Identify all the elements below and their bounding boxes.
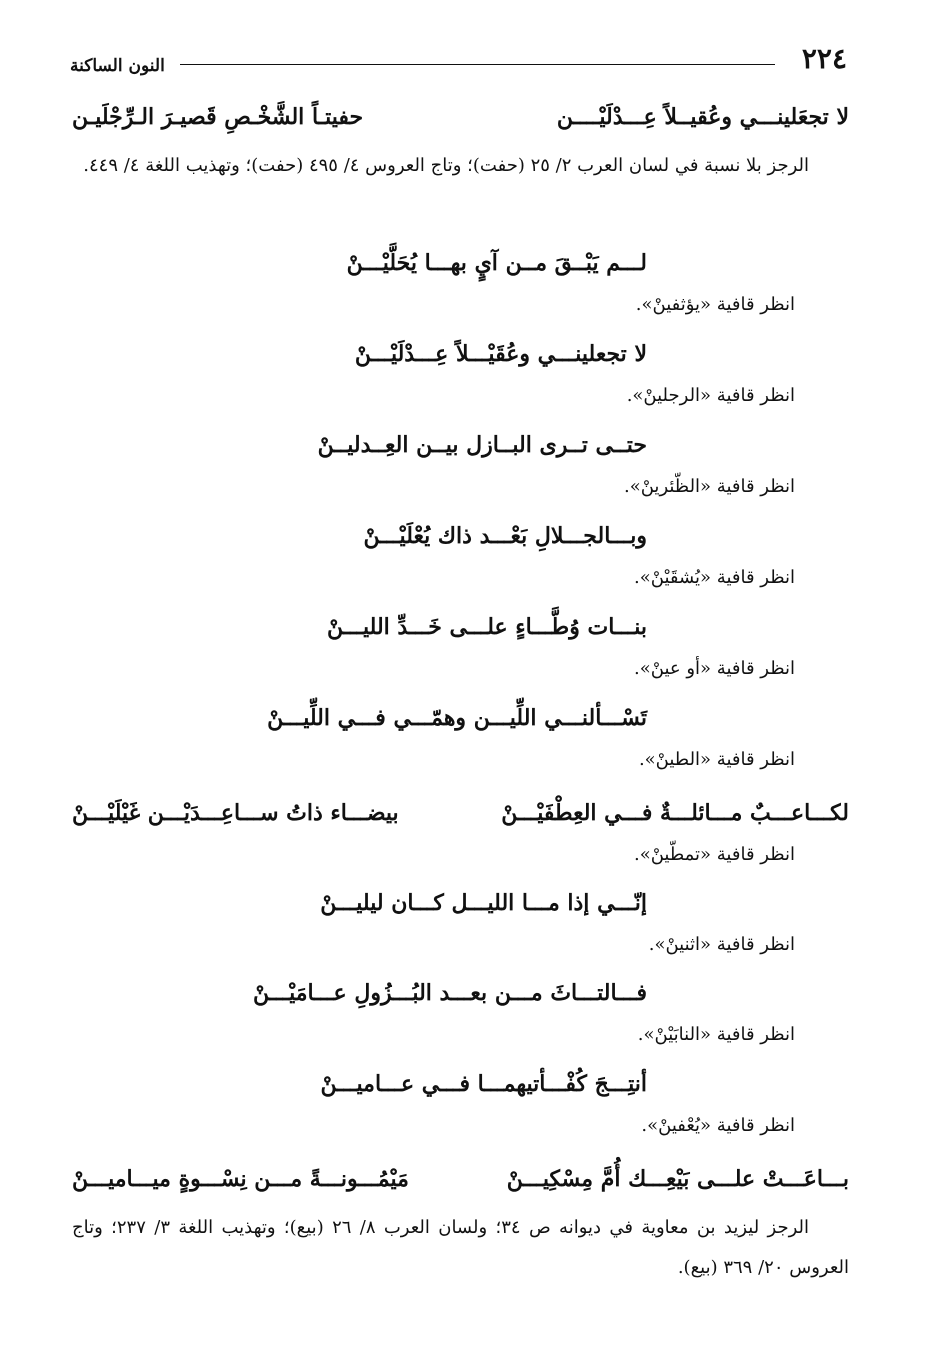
rhyme-reference: انظر قافية «الرجلينْ». (626, 385, 795, 406)
rhyme-reference: انظر قافية «تمطّينْ». (634, 844, 795, 865)
rhyme-reference: انظر قافية «النابَيْنْ». (637, 1024, 795, 1045)
rhyme-reference: انظر قافية «الطينْ». (638, 749, 795, 770)
rhyme-reference: انظر قافية «اثنينْ». (648, 934, 795, 955)
rhyme-reference: انظر قافية «أو عينْ». (634, 658, 795, 679)
verse-line: لا تجعلينـــي وعُقَيْـــلاً عِـــدْلَيْـــنْ (354, 341, 647, 367)
verse-hemistich-second: حفيتـاً الشَّخْـصِ قَصيـرَ الـرِّجْلَيـن (72, 104, 364, 130)
rhyme-reference: انظر قافية «الظّئرينْ». (624, 476, 795, 497)
verse-hemistich-second: مَيْمُـــونـــةً مـــن نِسْـــوةٍ ميـــاميـــنْ (72, 1166, 409, 1192)
verse-line: تَسْـــألنـــي اللِّيـــن وهمّـــي فـــي اللِّيـــنْ (267, 705, 647, 731)
verse-hemistich-first: لا تجعَلينـــي وعُقيــلاً عِـــدْلَيْــــن (556, 104, 849, 130)
verse-line: فـــالتـــاثَ مـــن بعـــد البُـــزُولِ عـــامَيْـــنْ (253, 980, 647, 1006)
verse-line: بنـــات وُطَّـــاءٍ علـــى خَـــدِّ الليـــنْ (326, 614, 647, 640)
verse-line: حتــى تــرى البــازل بيــن العِــدليــنْ (317, 432, 647, 458)
verse-hemistich-first: لكـــاعـــبٌ مـــائلـــةٌ فـــي العِطْفَيْـــنْ (501, 800, 849, 826)
chapter-title: النون الساكنة (70, 56, 165, 76)
citation-note: الرجز بلا نسبة في لسان العرب ٢/ ٢٥ (حفت)؛ وتاج العروس ٤/ ٤٩٥ (حفت)؛ وتهذيب اللغة ٤/ ٤٤٩. (83, 155, 809, 176)
verse-line: وبـــالجـــلالِ بَعْـــد ذاك يُعْلَيْـــنْ (363, 523, 647, 549)
running-head (70, 42, 847, 82)
verse-line (72, 1168, 849, 1190)
verse-line (72, 106, 849, 128)
verse-line: أنتِـــجَ كُفْـــأتيهمـــا فـــي عـــاميـــنْ (320, 1071, 647, 1097)
verse-hemistich-second: بيضـــاء ذاتُ ســـاعِـــدَيْـــن غَيْلَيْـــنْ (72, 800, 399, 826)
verse-hemistich-first: بـــاعَـــتْ علـــى بَيْعِـــك أُمَّ مِسْكِيـــنْ (506, 1166, 849, 1192)
rhyme-reference: انظر قافية «يؤثفينْ». (635, 294, 795, 315)
verse-line (72, 802, 849, 824)
header-rule (180, 64, 775, 65)
page-number: ٢٢٤ (801, 42, 847, 75)
rhyme-reference: انظر قافية «يُشقَيْنْ». (634, 567, 795, 588)
citation-note: الرجز ليزيد بن معاوية في ديوانه ص ٣٤؛ ولسان العرب ٨/ ٢٦ (بيع)؛ وتهذيب اللغة ٣/ ٢٣٧؛ وتاج العروس ٢٠/ ٣٦٩ (بيع). (72, 1217, 849, 1278)
rhyme-reference: انظر قافية «يُعْفينْ». (641, 1115, 795, 1136)
verse-line: إنّـــي إذا مـــا الليـــل كـــان ليليـــنْ (320, 890, 647, 916)
verse-line: لـــم يَبْــقَ مــن آيٍ بهـــا يُحَلَّيْـــنْ (346, 250, 647, 276)
